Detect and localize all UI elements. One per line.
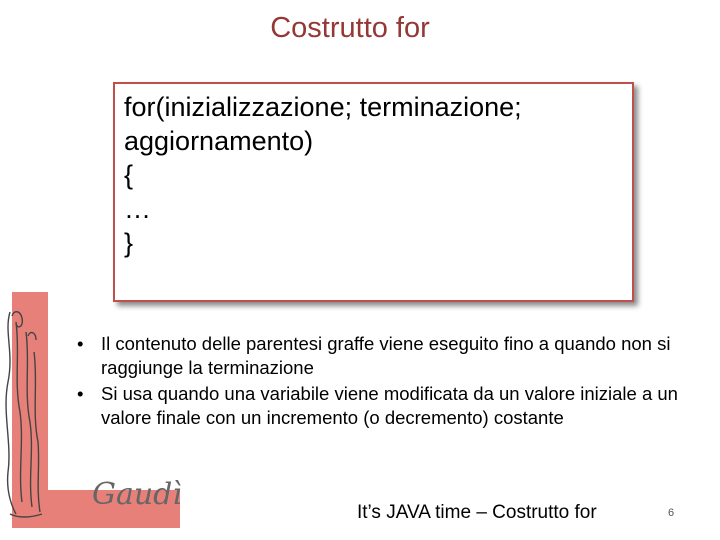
- bullet-text: Il contenuto delle parentesi graffe viene eseguito fino a quando non si raggiunge la terminazione: [101, 333, 671, 378]
- bullet-item: [75, 382, 685, 430]
- bullet-dot: •: [77, 333, 84, 354]
- bullet-dot: •: [77, 383, 84, 404]
- code-line: aggiornamento): [124, 126, 314, 156]
- bullet-list: [75, 332, 685, 432]
- code-line: for(inizializzazione; terminazione;: [124, 92, 522, 122]
- code-box: [113, 82, 634, 302]
- code-line: …: [124, 194, 151, 224]
- bullet-item: [75, 332, 685, 380]
- footer-text: It’s JAVA time – Costrutto for: [357, 502, 597, 523]
- logo-text: Gaudì: [92, 477, 182, 512]
- slide-title: Costrutto for: [270, 12, 430, 44]
- bullet-text: Si usa quando una variabile viene modificata da un valore iniziale a un valore finale con un incremento (o decremento) costante: [101, 383, 678, 428]
- page-number: 6: [668, 507, 675, 519]
- code-line: {: [124, 160, 134, 190]
- code-line: }: [124, 228, 134, 258]
